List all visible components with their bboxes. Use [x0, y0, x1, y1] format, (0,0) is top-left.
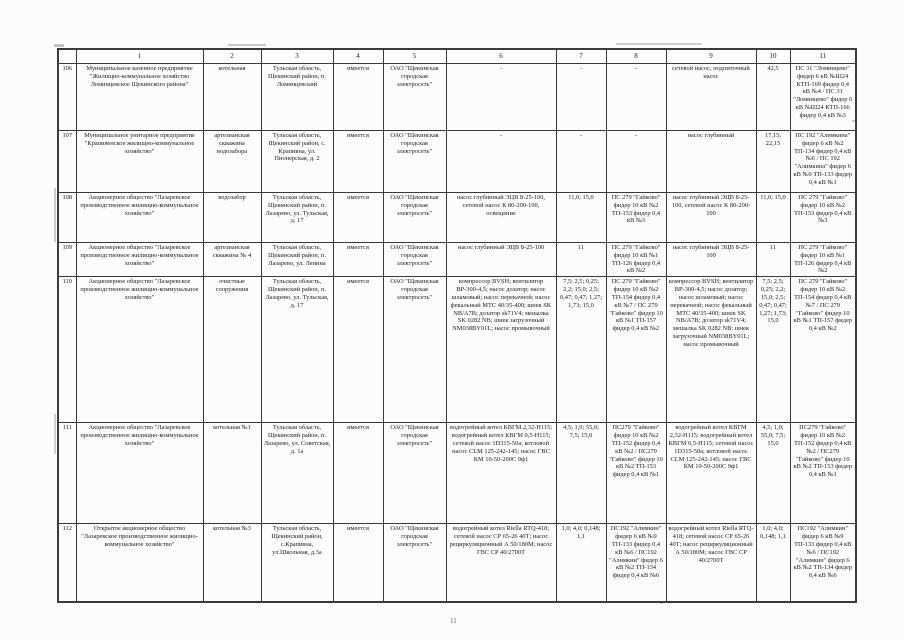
table-cell: ОАО "Щекинская городская электросеть" [383, 277, 446, 423]
table-cell: 42,5 [756, 64, 790, 131]
table-cell: Тульская область, Щекинский район, п. Ломинцевский [261, 64, 333, 131]
table-cell: имеется [333, 524, 383, 602]
table-cell: водогрейный котел КВГМ 2,32-Н115; водогрейный котел КВГМ 0,5-Н115; сетевой насос 1D315-50a; котловой насос CLM 125-242-145; насос ГВС КМ 10-50-200С 9ф1 [446, 423, 556, 524]
table-cell: сетевой насос, подпиточный насос [666, 64, 756, 131]
table-cell: ПС192 "Алимкин" фидер 6 кВ №9 ТП-133 фидер 0,4 кВ №6 / ПС192 "Алимкин" фидер 6 кВ №2 ТП-134 фидер 0,4 кВ №6 [606, 524, 666, 602]
table-row-108 [58, 193, 856, 243]
column-header-1: 1 [76, 49, 203, 64]
row-number: 108 [58, 193, 76, 243]
table-row-112 [58, 524, 856, 602]
table-cell: артезианская скважина водозабора [203, 131, 261, 193]
table-cell: - [446, 64, 556, 131]
column-header-8: 8 [606, 49, 666, 64]
table-cell: 17,15; 22,15 [756, 131, 790, 193]
table-cell: ПС279 "Гайково" фидер 10 кВ №2 ТП-152 фидер 0,4 кВ №2 / ПС279 "Гайково" фидер 10 кВ №2 ТП-153 фидер 0,4 кВ №1 [790, 423, 856, 524]
table-row-110 [58, 277, 856, 423]
table-cell: Акционерное общество "Лазаревское производственное жилищно-коммунальное хозяйство" [76, 423, 203, 524]
table-cell: водогрейный котел КВГМ 2,32-Н115; водогрейный котел КВГМ 0,5-Н115; сетевой насос 1D315-50a; котловой насос CLM 125-242-145; насос ГВС КМ 10-50-200С 9ф1 [666, 423, 756, 524]
table-row-107 [58, 131, 856, 193]
table-cell: ПС 192 "Алимкина" фидер 6 кВ №2 ТП-134 фидер 0,4 кВ №6 / ПС 192 "Алимкина" фидер 6 кВ №9 ТП-133 фидер 0,4 кВ №1 [790, 131, 856, 193]
table-cell: имеется [333, 243, 383, 277]
table-cell: насос глубинный ЭЦВ 8-25-100 [666, 243, 756, 277]
column-header-11: 11 [790, 49, 856, 64]
header-row [58, 49, 856, 64]
table-cell: очистные сооружения [203, 277, 261, 423]
table-cell: ПС 31 "Ломинцево" фидер 6 кВ №Ш24 КТП-169 фидер 0,4 кВ №4 / ПС 31 "Ломинцево" фидер 6 кВ №Ш24 КТП-166 фидер 0,4 кВ №3 [790, 64, 856, 131]
table-cell: насос глубинный [666, 131, 756, 193]
table-cell: ОАО "Щекинская городская электросеть" [383, 193, 446, 243]
table-cell: 1,0; 4,0; 0,148; 1,1 [756, 524, 790, 602]
scan-artifact [54, 414, 56, 454]
table-cell: - [606, 64, 666, 131]
row-number: 110 [58, 277, 76, 423]
row-number: 109 [58, 243, 76, 277]
table-cell: ПС192 "Алимкин" фидер 6 кВ №9 ТП-133 фидер 0,4 кВ №6 / ПС192 "Алимкин" фидер 6 кВ №2 ТП-134 фидер 0,4 кВ №6 [790, 524, 856, 602]
scan-artifact [54, 44, 64, 47]
table-cell: Тульская область, Щекинский район, п. Лазарево, ул. Тульская, д. 17 [261, 193, 333, 243]
table-cell: ОАО "Щекинская городская электросеть" [383, 131, 446, 193]
table-cell: - [446, 131, 556, 193]
table-cell: - [556, 64, 606, 131]
table-cell: ПС 279 "Гайково" фидер 10 кВ №2 ТП-153 фидер 0,4 кВ №3 [790, 193, 856, 243]
table-cell: котельная №3 [203, 524, 261, 602]
row-number: 111 [58, 423, 76, 524]
table-cell: насос глубинный ЭЦВ 8-25-100, сетевой насос К 80-200-100 [666, 193, 756, 243]
registry-table [57, 48, 857, 603]
table-cell: 7,5; 2,5; 0,25; 2,2; 15,0; 2,5; 0,47; 0,47; 1,27; 1,73; 15,0 [556, 277, 606, 423]
scan-artifact [54, 188, 56, 242]
table-cell: ОАО "Щекинская городская электросеть" [383, 423, 446, 524]
table-cell: имеется [333, 131, 383, 193]
table-cell: имеется [333, 193, 383, 243]
table-cell: ОАО "Щекинская городская электросеть" [383, 524, 446, 602]
column-header-6: 6 [446, 49, 556, 64]
table-cell: 11,0; 15,0 [756, 193, 790, 243]
column-header-10: 10 [756, 49, 790, 64]
column-header-9: 9 [666, 49, 756, 64]
table-cell: 4,5; 1,0; 55,0; 7,5; 15,0 [556, 423, 606, 524]
corner-cell [58, 49, 76, 64]
table-cell: - [556, 131, 606, 193]
table-cell: компрессор BVSH; вентилятор ВР-300-4,5; насос дозатор; насос шламовый; насос перекачной; насос фекальный МТС 40/35-400; шнек SK NB/A7B; дозатор sk71V4; мешалка SK 0282 NB; шнек загрузочный NM038BY01L; насос промывочный [666, 277, 756, 423]
table-cell: 11,0; 15,0 [556, 193, 606, 243]
table-cell: имеется [333, 423, 383, 524]
table-cell: Акционерное общество "Лазаревское производственное жилищно-коммунальное хозяйство" [76, 193, 203, 243]
table-cell: ОАО "Щекинская городская электросеть" [383, 64, 446, 131]
table-cell: котельная [203, 64, 261, 131]
row-number: 106 [58, 64, 76, 131]
scan-artifact [228, 44, 266, 46]
table-cell: имеется [333, 277, 383, 423]
table-row-111 [58, 423, 856, 524]
table-cell: 4,5; 1,0; 55,0; 7,5; 15,0 [756, 423, 790, 524]
table-cell: Тульская область, Щекинский район, с. Крапивна, ул. Пионерская, д. 2 [261, 131, 333, 193]
table-cell: ОАО "Щекинская городская электросеть" [383, 243, 446, 277]
table-cell: Тульская область, Щекинский район, п. Лазарево, ул. Советская, д. 1а [261, 423, 333, 524]
table-cell: Акционерное общество "Лазаревское производственное жилищно-коммунальное хозяйство" [76, 243, 203, 277]
table-cell: Муниципальное унитарное предприятие "Крапивенское жилищно-коммунальное хозяйство" [76, 131, 203, 193]
table-cell: Тульская область, Щекинский район, п. Лазарево, ул. Ленина [261, 243, 333, 277]
column-header-3: 3 [261, 49, 333, 64]
table-cell: водогрейный котел Riella RTQ-418; сетевой насос СР 65-26 40Т; насос рециркуляционный А 50/180М; насос ГВС СР 40/2700Т [666, 524, 756, 602]
table-cell: ПС 279 "Гайково" фидер 10 кВ №2 ТП-154 фидер 0,4 кВ №7 / ПС 279 "Гайково" фидер 10 кВ №1 ТП-157 фидер 0,4 кВ №2 [606, 277, 666, 423]
table-cell: насос глубинный ЭЦВ 8-25-100, сетевой насос К 80-200-100, освещение [446, 193, 556, 243]
table-row-106 [58, 64, 856, 131]
table-cell: 7,5; 2,5; 0,25; 2,2; 15,0; 2,5; 0,47; 0,47; 1,27; 1,73; 15,0 [756, 277, 790, 423]
column-header-7: 7 [556, 49, 606, 64]
table-cell: насос глубинный ЭЦВ 8-25-100 [446, 243, 556, 277]
scan-artifact [616, 43, 702, 45]
page-number: 11 [450, 617, 457, 625]
table-cell: артезианская скважина № 4 [203, 243, 261, 277]
table-cell: Открытое акционерное общество "Лазаревское производственное жилищно-коммунальное хозяйство" [76, 524, 203, 602]
table-body [58, 64, 856, 602]
table-row-109 [58, 243, 856, 277]
table-cell: Тульская область, Щекинский район, п. Лазарево, ул. Тульская, д. 17 [261, 277, 333, 423]
table-cell: ПС 279 "Гайково" фидер 10 кВ №2 ТП-153 фидер 0,4 кВ №3 [606, 193, 666, 243]
table-cell: водогрейный котел Riella RTQ-418; сетевой насос СР 65-26 40Т; насос рециркуляционный А 50/180М; насос ГВС СР 40/2700Т [446, 524, 556, 602]
table-cell: имеется [333, 64, 383, 131]
table-cell: 11 [556, 243, 606, 277]
column-header-5: 5 [383, 49, 446, 64]
table-cell: ПС 279 "Гайково" фидер 10 кВ №1 ТП-126 фидер 0,4 кВ №2 [606, 243, 666, 277]
table-cell: 1,0; 4,0; 0,148; 1,1 [556, 524, 606, 602]
table-cell: 11 [756, 243, 790, 277]
table-cell: - [606, 131, 666, 193]
table-cell: Муниципальное казенное предприятие "Жилищно-коммунальное хозяйство Ломинцевское Щекинского района" [76, 64, 203, 131]
table-cell: водозабор [203, 193, 261, 243]
row-number: 107 [58, 131, 76, 193]
table-cell: ПС279 "Гайково" фидер 10 кВ №2 ТП-152 фидер 0,4 кВ №2 / ПС279 "Гайково" фидер 10 кВ №2 ТП-153 фидер 0,4 кВ №1 [606, 423, 666, 524]
table-cell: ПС 279 "Гайково" фидер 10 кВ №1 ТП-126 фидер 0,4 кВ №2 [790, 243, 856, 277]
column-header-4: 4 [333, 49, 383, 64]
table-cell: Акционерное общество "Лазаревское производственное жилищно-коммунальное хозяйство" [76, 277, 203, 423]
table-cell: Тульская область, Щекинский район, с.Крапивна, ул.Школьная, д.3а [261, 524, 333, 602]
row-number: 112 [58, 524, 76, 602]
table-cell: ПС 279 "Гайково" фидер 10 кВ №2 ТП-154 фидер 0,4 кВ №7 / ПС 279 "Гайково" фидер 10 кВ №1 ТП-157 фидер 0,4 кВ №2 [790, 277, 856, 423]
table-cell: котельная №1 [203, 423, 261, 524]
table-cell: компрессор BVSH; вентилятор ВР-300-4,5; насос дозатор; насос шламовый; насос перекачной; насос фекальный МТС 40/35-400; шнек SK NB/A7B; дозатор sk71V4; мешалка SK 0282 NB; шнек загрузочный NM038BY01L; насос промывочный [446, 277, 556, 423]
column-header-2: 2 [203, 49, 261, 64]
